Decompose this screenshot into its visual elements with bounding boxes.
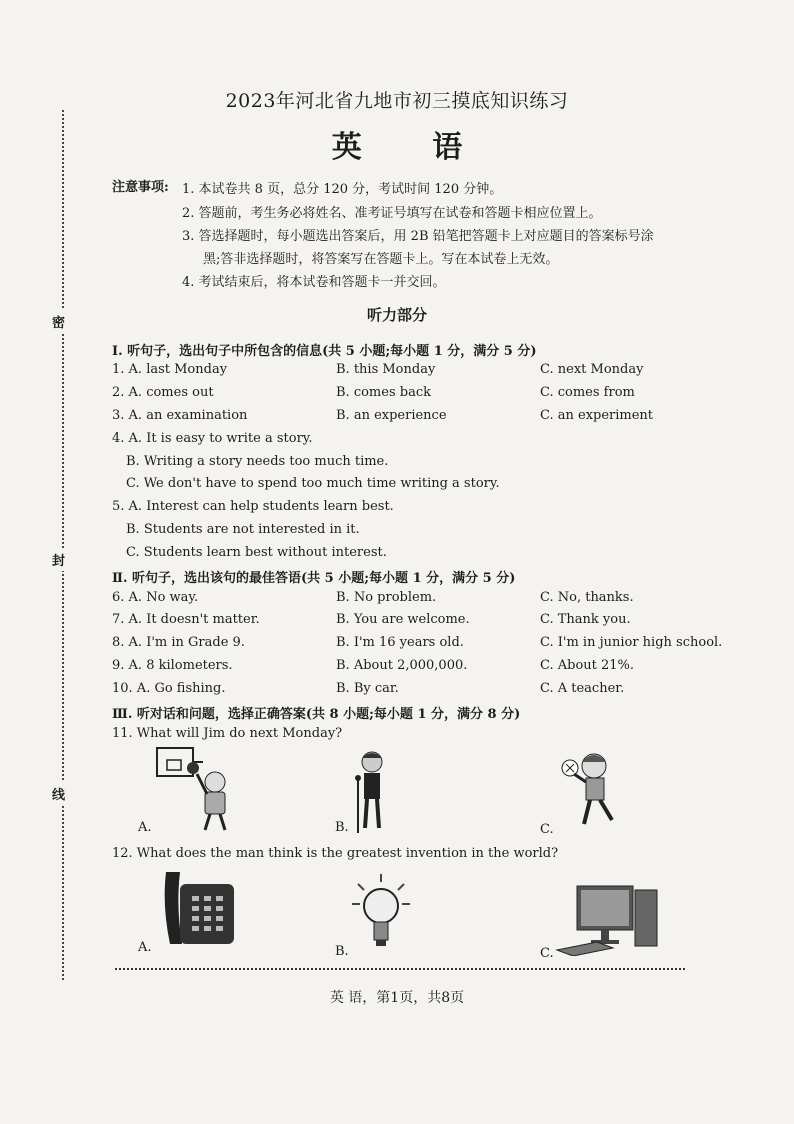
binding-dotted-line xyxy=(62,110,64,980)
q8-option-b: B. I'm 16 years old. xyxy=(336,635,464,650)
q10-option-a: 10. A. Go fishing. xyxy=(112,681,226,696)
page-footer: 英 语，第1页，共8页 xyxy=(329,990,465,1006)
q12-question: 12. What does the man think is the greatest invention in the world? xyxy=(112,846,559,861)
q3-option-b: B. an experience xyxy=(336,408,447,423)
q4-option-c: C. We don't have to spend too much time writing a story. xyxy=(126,476,500,491)
q12-label-b: B. xyxy=(335,944,349,959)
note-item: 2. 答题前，考生务必将姓名、准考证号填写在试卷和答题卡相应位置上。 xyxy=(182,206,602,221)
q2-option-a: 2. A. comes out xyxy=(112,385,214,400)
q11-question: 11. What will Jim do next Monday? xyxy=(112,726,343,741)
part2-heading: Ⅱ. 听句子，选出该句的最佳答语(共 5 小题;每小题 1 分，满分 5 分) xyxy=(112,571,516,586)
margin-label-feng: 封 xyxy=(52,548,65,571)
part1-heading: Ⅰ. 听句子，选出句子中所包含的信息(共 5 小题;每小题 1 分，满分 5 分) xyxy=(112,344,537,359)
basketball-player-icon xyxy=(155,746,235,834)
q6-option-a: 6. A. No way. xyxy=(112,590,199,605)
q8-option-a: 8. A. I'm in Grade 9. xyxy=(112,635,245,650)
singer-microphone-icon xyxy=(350,750,390,835)
q11-label-c: C. xyxy=(540,822,554,837)
footer-divider xyxy=(115,968,685,970)
notes-label: 注意事项: xyxy=(112,180,169,195)
telephone-icon xyxy=(160,866,238,950)
note-item: 1. 本试卷共 8 页，总分 120 分，考试时间 120 分钟。 xyxy=(182,182,503,197)
q4-option-a: 4. A. It is easy to write a story. xyxy=(112,431,313,446)
q6-option-b: B. No problem. xyxy=(336,590,437,605)
q12-label-c: C. xyxy=(540,946,554,961)
part3-heading: Ⅲ. 听对话和问题，选择正确答案(共 8 小题;每小题 1 分，满分 8 分) xyxy=(112,707,521,722)
q4-option-b: B. Writing a story needs too much time. xyxy=(126,454,389,469)
margin-label-mi: 密 xyxy=(52,310,65,333)
q12-label-a: A. xyxy=(138,940,152,955)
light-bulb-icon xyxy=(350,872,412,956)
q6-option-c: C. No, thanks. xyxy=(540,590,634,605)
q9-option-a: 9. A. 8 kilometers. xyxy=(112,658,233,673)
q11-label-b: B. xyxy=(335,820,349,835)
q2-option-b: B. comes back xyxy=(336,385,431,400)
q7-option-c: C. Thank you. xyxy=(540,612,631,627)
q10-option-c: C. A teacher. xyxy=(540,681,625,696)
margin-label-xian: 线 xyxy=(52,782,65,805)
soccer-player-icon xyxy=(560,748,620,834)
note-item: 黑;答非选择题时，将答案写在答题卡上。写在本试卷上无效。 xyxy=(203,252,559,267)
note-item: 4. 考试结束后，将本试卷和答题卡一并交回。 xyxy=(182,275,446,290)
q1-option-a: 1. A. last Monday xyxy=(112,362,228,377)
q11-label-a: A. xyxy=(138,820,152,835)
q1-option-b: B. this Monday xyxy=(336,362,436,377)
subject-title: 英 语 xyxy=(331,130,493,165)
q5-option-c: C. Students learn best without interest. xyxy=(126,545,387,560)
q7-option-a: 7. A. It doesn't matter. xyxy=(112,612,260,627)
q5-option-b: B. Students are not interested in it. xyxy=(126,522,360,537)
q3-option-c: C. an experiment xyxy=(540,408,654,423)
q5-option-a: 5. A. Interest can help students learn best. xyxy=(112,499,394,514)
q10-option-b: B. By car. xyxy=(336,681,399,696)
note-item: 3. 答选择题时，每小题选出答案后，用 2B 铅笔把答题卡上对应题目的答案标号涂 xyxy=(182,229,654,244)
q7-option-b: B. You are welcome. xyxy=(336,612,470,627)
q1-option-c: C. next Monday xyxy=(540,362,644,377)
computer-icon xyxy=(555,884,665,956)
q8-option-c: C. I'm in junior high school. xyxy=(540,635,723,650)
q2-option-c: C. comes from xyxy=(540,385,635,400)
section-title: 听力部分 xyxy=(366,306,427,324)
q3-option-a: 3. A. an examination xyxy=(112,408,248,423)
q9-option-c: C. About 21%. xyxy=(540,658,635,673)
exam-title: 2023年河北省九地市初三摸底知识练习 xyxy=(225,90,569,112)
q9-option-b: B. About 2,000,000. xyxy=(336,658,468,673)
